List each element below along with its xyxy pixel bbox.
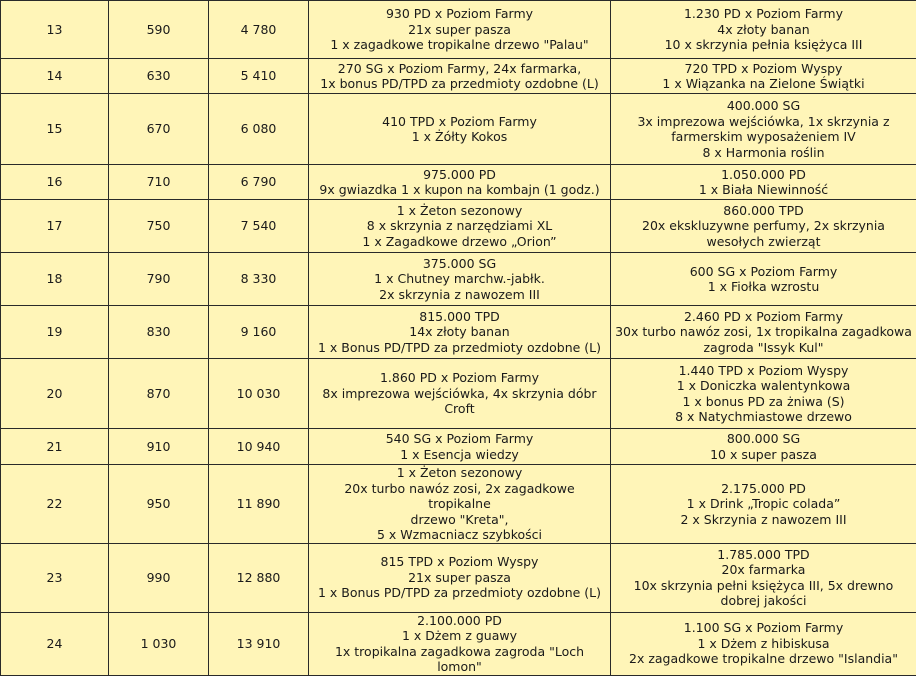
table-row — [1, 306, 916, 359]
reward-b-cell: 1.785.000 TPD 20x farmarka 10x skrzynia pełni księżyca III, 5x drewno dobrej jakości — [611, 543, 916, 612]
reward-a-cell: 270 SG x Poziom Farmy, 24x farmarka, 1x bonus PD/TPD za przedmioty ozdobne (L) — [309, 59, 611, 94]
reward-b-cell: 860.000 TPD 20x ekskluzywne perfumy, 2x skrzynia wesołych zwierząt — [611, 200, 916, 253]
total-cell: 12 880 — [209, 543, 309, 612]
level-cell: 13 — [1, 1, 109, 59]
reward-a-cell: 975.000 PD 9x gwiazdka 1 x kupon na kombajn (1 godz.) — [309, 165, 611, 200]
reward-a-cell: 410 TPD x Poziom Farmy 1 x Żółty Kokos — [309, 94, 611, 165]
table-row — [1, 165, 916, 200]
table-row — [1, 94, 916, 165]
table-row — [1, 59, 916, 94]
xp-cell: 790 — [109, 253, 209, 306]
total-cell: 6 080 — [209, 94, 309, 165]
reward-b-cell: 1.230 PD x Poziom Farmy 4x złoty banan 10 x skrzynia pełnia księżyca III — [611, 1, 916, 59]
level-cell: 22 — [1, 465, 109, 544]
rewards-table-body — [1, 1, 916, 676]
total-cell: 7 540 — [209, 200, 309, 253]
reward-b-cell: 400.000 SG 3x imprezowa wejściówka, 1x skrzynia z farmerskim wyposażeniem IV 8 x Harmonia roślin — [611, 94, 916, 165]
reward-a-cell: 1 x Żeton sezonowy 20x turbo nawóz zosi, 2x zagadkowe tropikalne drzewo "Kreta", 5 x Wzmacniacz szybkości — [309, 465, 611, 544]
level-cell: 15 — [1, 94, 109, 165]
level-cell: 24 — [1, 612, 109, 675]
table-row — [1, 612, 916, 675]
reward-b-cell: 1.050.000 PD 1 x Biała Niewinność — [611, 165, 916, 200]
table-row — [1, 359, 916, 429]
xp-cell: 950 — [109, 465, 209, 544]
reward-b-cell: 1.440 TPD x Poziom Wyspy 1 x Doniczka walentynkowa 1 x bonus PD za żniwa (S) 8 x Natychmiastowe drzewo — [611, 359, 916, 429]
xp-cell: 710 — [109, 165, 209, 200]
xp-cell: 830 — [109, 306, 209, 359]
level-cell: 18 — [1, 253, 109, 306]
level-cell: 21 — [1, 429, 109, 465]
total-cell: 9 160 — [209, 306, 309, 359]
level-cell: 17 — [1, 200, 109, 253]
total-cell: 6 790 — [209, 165, 309, 200]
xp-cell: 910 — [109, 429, 209, 465]
table-row — [1, 200, 916, 253]
reward-a-cell: 375.000 SG 1 x Chutney marchw.-jabłk. 2x skrzynia z nawozem III — [309, 253, 611, 306]
total-cell: 10 940 — [209, 429, 309, 465]
xp-cell: 750 — [109, 200, 209, 253]
xp-cell: 1 030 — [109, 612, 209, 675]
total-cell: 10 030 — [209, 359, 309, 429]
reward-a-cell: 540 SG x Poziom Farmy 1 x Esencja wiedzy — [309, 429, 611, 465]
total-cell: 4 780 — [209, 1, 309, 59]
table-row — [1, 253, 916, 306]
reward-b-cell: 600 SG x Poziom Farmy 1 x Fiołka wzrostu — [611, 253, 916, 306]
level-cell: 14 — [1, 59, 109, 94]
xp-cell: 630 — [109, 59, 209, 94]
reward-a-cell: 815.000 TPD 14x złoty banan 1 x Bonus PD/TPD za przedmioty ozdobne (L) — [309, 306, 611, 359]
level-cell: 16 — [1, 165, 109, 200]
level-cell: 23 — [1, 543, 109, 612]
level-cell: 20 — [1, 359, 109, 429]
xp-cell: 670 — [109, 94, 209, 165]
reward-a-cell: 1.860 PD x Poziom Farmy 8x imprezowa wejściówka, 4x skrzynia dóbr Croft — [309, 359, 611, 429]
total-cell: 5 410 — [209, 59, 309, 94]
reward-a-cell: 1 x Żeton sezonowy 8 x skrzynia z narzędziami XL 1 x Zagadkowe drzewo „Orion” — [309, 200, 611, 253]
reward-a-cell: 2.100.000 PD 1 x Dżem z guawy 1x tropikalna zagadkowa zagroda "Loch lomon" — [309, 612, 611, 675]
reward-b-cell: 720 TPD x Poziom Wyspy 1 x Wiązanka na Zielone Świątki — [611, 59, 916, 94]
total-cell: 8 330 — [209, 253, 309, 306]
xp-cell: 590 — [109, 1, 209, 59]
level-cell: 19 — [1, 306, 109, 359]
table-row — [1, 543, 916, 612]
reward-b-cell: 2.460 PD x Poziom Farmy 30x turbo nawóz zosi, 1x tropikalna zagadkowa zagroda "Issyk Kul" — [611, 306, 916, 359]
reward-a-cell: 815 TPD x Poziom Wyspy 21x super pasza 1 x Bonus PD/TPD za przedmioty ozdobne (L) — [309, 543, 611, 612]
table-row — [1, 429, 916, 465]
xp-cell: 990 — [109, 543, 209, 612]
xp-cell: 870 — [109, 359, 209, 429]
reward-a-cell: 930 PD x Poziom Farmy 21x super pasza 1 x zagadkowe tropikalne drzewo "Palau" — [309, 1, 611, 59]
reward-b-cell: 1.100 SG x Poziom Farmy 1 x Dżem z hibiskusa 2x zagadkowe tropikalne drzewo "Islandia" — [611, 612, 916, 675]
table-row — [1, 465, 916, 544]
total-cell: 13 910 — [209, 612, 309, 675]
reward-b-cell: 2.175.000 PD 1 x Drink „Tropic colada” 2 x Skrzynia z nawozem III — [611, 465, 916, 544]
total-cell: 11 890 — [209, 465, 309, 544]
table-row — [1, 1, 916, 59]
reward-b-cell: 800.000 SG 10 x super pasza — [611, 429, 916, 465]
